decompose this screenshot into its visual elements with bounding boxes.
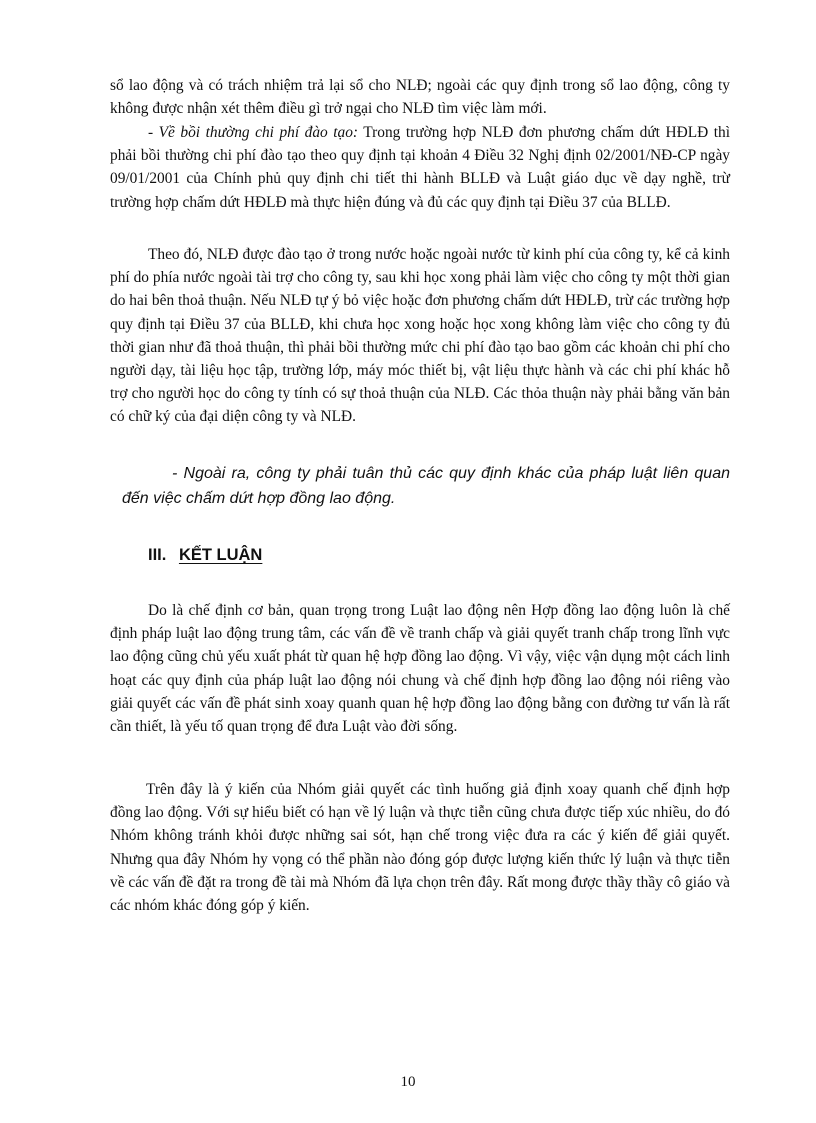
section-heading-conclusion — [148, 543, 262, 567]
training-cost-body: Trong trường hợp NLĐ đơn phương chấm dứt HĐLĐ thì phải bồi thường chi phí đào tạo theo quy định tại khoản 4 Điều 32 Nghị định 02/2001/NĐ-CP ngày 09/01/2001 của Chính phủ quy định chi tiết thi hành BLLĐ và Luật giáo dục về dạy nghề, trừ trường hợp chấm dứt HĐLĐ mà thực hiện đúng và đủ các quy định tại Điều 37 của BLLĐ. — [110, 124, 730, 211]
section-number: III. — [148, 546, 167, 564]
paragraph-training-terms: Theo đó, NLĐ được đào tạo ở trong nước hoặc ngoài nước từ kinh phí của công ty, kể cả kinh phí do phía nước ngoài tài trợ cho công ty, sau khi học xong phải làm việc cho công ty một thời gian do hai bên thoả thuận. Nếu NLĐ tự ý bỏ việc hoặc đơn phương chấm dứt HĐLĐ, trừ các trường hợp quy định tại Điều 37 của BLLĐ, khi chưa học xong hoặc học xong không làm việc cho công ty đủ thời gian như đã thoả thuận, thì phải bồi thường mức chi phí đào tạo bao gồm các khoản chi phí cho người dạy, tài liệu học tập, trường lớp, máy móc thiết bị, vật liệu thực hành và các chi phí khác hỗ trợ cho người học do công ty tính có sự thoả thuận của NLĐ. Các thỏa thuận này phải bằng văn bản có chữ ký của đại diện công ty và NLĐ. — [110, 246, 730, 426]
paragraph-conclusion-1: Do là chế định cơ bản, quan trọng trong Luật lao động nên Hợp đồng lao động luôn là chế định pháp luật lao động trung tâm, các vấn đề về tranh chấp và giải quyết tranh chấp trong lĩnh vực lao động cũng chủ yếu xuất phát từ quan hệ hợp đồng lao động. Vì vậy, việc vận dụng một cách linh hoạt các quy định của pháp luật lao động nói chung và chế định hợp đồng lao động nói riêng vào giải quyết các vấn đề phát sinh xoay quanh quan hệ hợp đồng lao động bằng con đường tư vấn là rất cần thiết, là yếu tố quan trọng để đưa Luật vào đời sống. — [110, 602, 730, 736]
section-title: KẾT LUẬN — [178, 546, 263, 564]
paragraph-conclusion-2: Trên đây là ý kiến của Nhóm giải quyết các tình huống giả định xoay quanh chế định hợp đồng lao động. Với sự hiểu biết có hạn về lý luận và thực tiễn cũng chưa được tiếp xúc nhiều, do đó Nhóm không tránh khỏi được những sai sót, hạn chế trong việc đưa ra các ý kiến để giải quyết. Nhưng qua đây Nhóm hy vọng có thể phần nào đóng góp được lượng kiến thức lý luận và thực tiễn về các vấn đề đặt ra trong đề tài mà Nhóm đã lựa chọn trên đây. Rất mong được thầy thầy cô giáo và các nhóm khác đóng góp ý kiến. — [110, 781, 730, 915]
training-cost-lead: - Về bồi thường chi phí đào tạo: — [148, 124, 359, 141]
page-number: 10 — [400, 1074, 416, 1090]
paragraph-employment-book: sổ lao động và có trách nhiệm trả lại sổ cho NLĐ; ngoài các quy định trong sổ lao động, công ty không được nhận xét thêm điều gì trở ngại cho NLĐ tìm việc làm mới. — [110, 77, 730, 118]
paragraph-training-cost-compensation — [110, 121, 730, 214]
paragraph-other-regulations: - Ngoài ra, công ty phải tuân thủ các quy định khác của pháp luật liên quan đến việc chấm dứt hợp đồng lao động. — [122, 465, 730, 507]
